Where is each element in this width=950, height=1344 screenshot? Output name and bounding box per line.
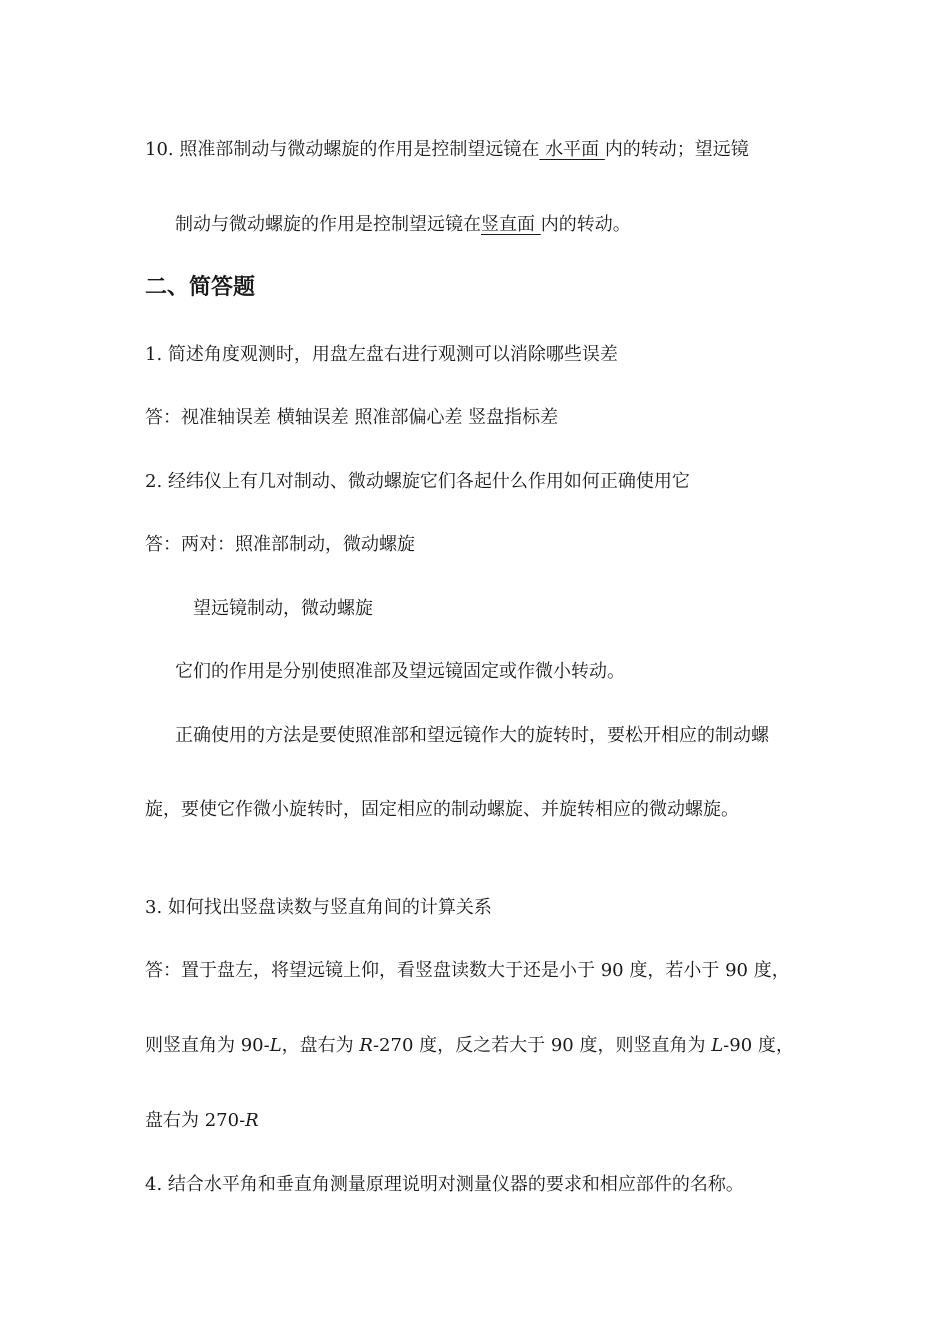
section-title: 二、简答题 bbox=[145, 274, 256, 300]
a3-seg-5: 盘右为 270- bbox=[145, 1110, 246, 1131]
answer-3-line-3 bbox=[145, 1108, 259, 1134]
a3-seg-3: -270 度，反之若大于 90 度，则竖直角为 bbox=[372, 1035, 712, 1056]
q10-text-1: 10. 照准部制动与微动螺旋的作用是控制望远镜在 bbox=[145, 139, 540, 160]
question-3: 3. 如何找出竖盘读数与竖直角间的计算关系 bbox=[145, 897, 492, 918]
a3-seg-4: -90 度， bbox=[723, 1035, 794, 1056]
q10-text-2: 内的转动；望远镜 bbox=[604, 139, 749, 160]
question-4: 4. 结合水平角和垂直角测量原理说明对测量仪器的要求和相应部件的名称。 bbox=[145, 1174, 744, 1195]
answer-2-line-1: 答：两对：照准部制动，微动螺旋 bbox=[145, 534, 415, 555]
q10-blank-2: 竖直面 bbox=[481, 214, 541, 235]
answer-1: 答：视准轴误差 横轴误差 照准部偏心差 竖盘指标差 bbox=[145, 407, 559, 428]
q10-line-2 bbox=[175, 212, 631, 238]
answer-3-line-1: 答：置于盘左，将望远镜上仰，看竖盘读数大于还是小于 90 度，若小于 90 度， bbox=[145, 960, 790, 981]
a3-var-R-1: R bbox=[359, 1035, 373, 1056]
question-1: 1. 简述角度观测时，用盘左盘右进行观测可以消除哪些误差 bbox=[145, 344, 618, 365]
q10-text-3: 制动与微动螺旋的作用是控制望远镜在 bbox=[175, 214, 481, 235]
answer-2-line-4: 正确使用的方法是要使照准部和望远镜作大的旋转时，要松开相应的制动螺 bbox=[175, 725, 769, 746]
answer-2-line-2: 望远镜制动，微动螺旋 bbox=[193, 598, 373, 619]
a3-var-L-1: L bbox=[269, 1035, 282, 1056]
q10-text-4: 内的转动。 bbox=[540, 214, 631, 235]
answer-3-line-2 bbox=[145, 1033, 794, 1059]
answer-2-line-3: 它们的作用是分别使照准部及望远镜固定或作微小转动。 bbox=[175, 661, 625, 682]
a3-seg-1: 则竖直角为 90- bbox=[145, 1035, 270, 1056]
a3-var-L-2: L bbox=[711, 1035, 724, 1056]
q10-line-1 bbox=[145, 137, 749, 163]
a3-var-R-2: R bbox=[245, 1110, 259, 1131]
question-2: 2. 经纬仪上有几对制动、微动螺旋它们各起什么作用如何正确使用它 bbox=[145, 471, 690, 492]
a3-seg-2: ，盘右为 bbox=[281, 1035, 360, 1056]
q10-blank-1: 水平面 bbox=[539, 139, 605, 160]
answer-2-line-5: 旋，要使它作微小旋转时，固定相应的制动螺旋、并旋转相应的微动螺旋。 bbox=[145, 799, 739, 820]
